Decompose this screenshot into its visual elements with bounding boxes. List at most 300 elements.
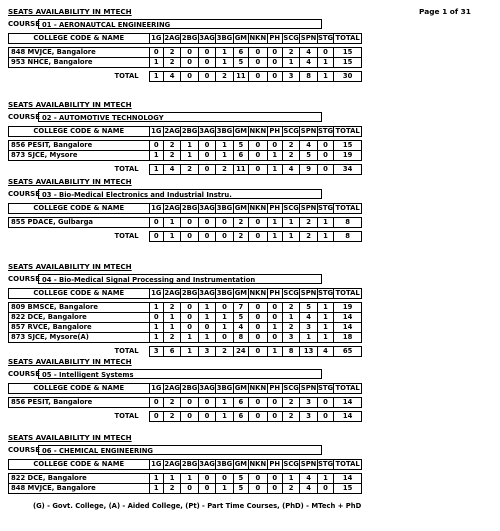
- seat-count-cell: 0: [216, 474, 233, 484]
- seats-table: [8, 126, 362, 175]
- table-row: [9, 333, 362, 343]
- seat-count-cell: 2: [300, 218, 317, 228]
- category-column-header: SCG: [283, 34, 299, 42]
- seat-count-cell: 0: [181, 303, 198, 313]
- seat-count-cell: 0: [317, 48, 333, 58]
- seat-count-cell: 0: [317, 141, 333, 151]
- seat-count-cell: 0: [249, 398, 267, 408]
- totals-row: [9, 412, 362, 422]
- seat-count-cell: 0: [198, 58, 215, 68]
- category-column-header: NKN: [249, 289, 267, 297]
- table-row: [9, 303, 362, 313]
- college-name-cell: 809 BMSCE, Bangalore: [9, 303, 150, 313]
- total-count-cell: 1: [149, 165, 163, 175]
- course-name: 06 - CHEMICAL ENGINEERING: [38, 445, 322, 455]
- seat-count-cell: 4: [300, 484, 317, 494]
- total-row-label: TOTAL: [114, 72, 139, 80]
- category-column-header: 2BG: [181, 460, 198, 468]
- seat-count-cell: 1: [317, 474, 333, 484]
- total-count-cell: 0: [216, 232, 233, 242]
- seat-count-cell: 2: [163, 303, 180, 313]
- category-column-header: 2BG: [181, 204, 198, 212]
- category-column-header: 1G: [149, 127, 163, 137]
- seat-count-cell: 4: [300, 141, 317, 151]
- total-count-cell: 0: [181, 412, 198, 422]
- seat-count-cell: 1: [163, 474, 180, 484]
- category-column-header: 1G: [149, 289, 163, 299]
- seat-count-cell: 4: [300, 58, 317, 68]
- totals-row: [9, 72, 362, 82]
- total-count-cell: 0: [249, 165, 267, 175]
- seat-count-cell: 2: [163, 58, 180, 68]
- course-row: [8, 273, 490, 285]
- total-count-cell: 0: [198, 412, 215, 422]
- seat-count-cell: 1: [317, 313, 333, 323]
- seat-count-cell: 1: [181, 141, 198, 151]
- seat-count-cell: 1: [282, 58, 299, 68]
- table-row: [9, 141, 362, 151]
- seat-count-cell: 0: [216, 218, 233, 228]
- seat-count-cell: 0: [216, 333, 233, 343]
- total-count-cell: 8: [282, 347, 299, 357]
- category-column-header: 1G: [149, 204, 163, 214]
- total-count-cell: 6: [163, 347, 180, 357]
- total-count-cell: 1: [216, 412, 233, 422]
- seat-count-cell: 1: [216, 484, 233, 494]
- seat-count-cell: 2: [282, 484, 299, 494]
- college-name-cell: 953 NHCE, Bangalore: [9, 58, 150, 68]
- seat-count-cell: 5: [233, 58, 248, 68]
- total-column-header: TOTAL: [335, 204, 360, 212]
- seat-count-cell: 1: [163, 218, 180, 228]
- seat-count-cell: 0: [249, 58, 267, 68]
- college-column-header: COLLEGE CODE & NAME: [9, 34, 150, 44]
- course-section: [8, 262, 490, 357]
- seat-count-cell: 2: [282, 141, 299, 151]
- total-count-cell: 3: [282, 72, 299, 82]
- total-column-header: TOTAL: [335, 34, 360, 42]
- total-count-cell: 1: [317, 72, 333, 82]
- table-row: [9, 323, 362, 333]
- row-total-cell: 18: [334, 333, 362, 343]
- table-header-row: [9, 34, 362, 44]
- course-name: 04 - Bio-Medical Signal Processing and Instrumentation: [38, 274, 322, 284]
- category-column-header: 2AG: [164, 384, 180, 392]
- category-column-header: GM: [234, 460, 248, 468]
- seat-count-cell: 5: [233, 141, 248, 151]
- seat-count-cell: 1: [149, 58, 163, 68]
- total-row-label: TOTAL: [114, 165, 139, 173]
- category-column-header: SPN: [300, 204, 317, 212]
- seat-count-cell: 1: [216, 58, 233, 68]
- row-total-cell: 15: [334, 141, 362, 151]
- total-count-cell: 0: [249, 347, 267, 357]
- college-name-cell: 848 MVJCE, Bangalore: [9, 48, 150, 58]
- category-column-header: STG: [317, 127, 334, 135]
- college-column-header: COLLEGE CODE & NAME: [9, 384, 150, 394]
- seat-count-cell: 1: [163, 323, 180, 333]
- total-count-cell: 2: [282, 412, 299, 422]
- row-total-cell: 19: [334, 303, 362, 313]
- seat-count-cell: 7: [233, 303, 248, 313]
- college-name-cell: 856 PESIT, Bangalore: [9, 141, 150, 151]
- course-section: [8, 100, 490, 175]
- total-count-cell: 0: [181, 232, 198, 242]
- category-column-header: SPN: [300, 460, 317, 468]
- total-count-cell: 11: [233, 165, 248, 175]
- seat-count-cell: 2: [282, 151, 299, 161]
- college-column-header: COLLEGE CODE & NAME: [9, 127, 150, 137]
- seat-count-cell: 0: [198, 151, 215, 161]
- course-row: [8, 111, 490, 123]
- seat-count-cell: 0: [249, 323, 267, 333]
- table-row: [9, 218, 362, 228]
- seat-count-cell: 0: [181, 484, 198, 494]
- category-column-header: 2AG: [164, 460, 180, 468]
- seat-count-cell: 1: [198, 333, 215, 343]
- course-section: [8, 357, 490, 422]
- seat-count-cell: 2: [282, 398, 299, 408]
- table-header-row: [9, 460, 362, 470]
- seat-count-cell: 2: [163, 484, 180, 494]
- seat-count-cell: 1: [317, 323, 333, 333]
- course-label: COURSE: [8, 275, 40, 283]
- category-column-header: 2BG: [181, 384, 198, 392]
- seat-count-cell: 0: [317, 151, 333, 161]
- seat-count-cell: 0: [198, 484, 215, 494]
- total-count-cell: 3: [198, 347, 215, 357]
- grand-total-cell: 14: [334, 412, 362, 422]
- table-row: [9, 484, 362, 494]
- seat-count-cell: 0: [181, 323, 198, 333]
- table-header-row: [9, 289, 362, 299]
- total-count-cell: 0: [149, 412, 163, 422]
- category-column-header: 2AG: [164, 204, 180, 212]
- category-column-header: SCG: [283, 289, 299, 297]
- college-name-cell: 848 MVJCE, Bangalore: [9, 484, 150, 494]
- category-column-header: 3AG: [199, 34, 215, 42]
- seat-count-cell: 2: [233, 218, 248, 228]
- seat-count-cell: 1: [198, 303, 215, 313]
- seat-count-cell: 3: [282, 333, 299, 343]
- table-row: [9, 48, 362, 58]
- category-column-header: GM: [234, 34, 248, 42]
- seat-count-cell: 5: [233, 313, 248, 323]
- row-total-cell: 15: [334, 58, 362, 68]
- total-count-cell: 4: [163, 72, 180, 82]
- category-column-header: SPN: [300, 34, 317, 42]
- course-name: 05 - Intelligent Systems: [38, 369, 322, 379]
- category-column-header: 1G: [149, 34, 163, 44]
- category-column-header: STG: [317, 384, 334, 392]
- college-name-cell: 822 DCE, Bangalore: [9, 313, 150, 323]
- seat-count-cell: 2: [282, 48, 299, 58]
- seat-count-cell: 1: [216, 151, 233, 161]
- seat-count-cell: 1: [181, 151, 198, 161]
- category-column-header: 2BG: [181, 34, 198, 42]
- seat-count-cell: 5: [233, 474, 248, 484]
- course-label: COURSE: [8, 446, 40, 454]
- seats-table: [8, 459, 362, 494]
- row-total-cell: 15: [334, 48, 362, 58]
- category-column-header: PH: [267, 289, 282, 299]
- college-name-cell: 856 PESIT, Bangalore: [9, 398, 150, 408]
- seat-count-cell: 0: [181, 48, 198, 58]
- category-column-header: SPN: [300, 127, 317, 135]
- section-title: SEATS AVAILABILITY IN MTECH: [8, 357, 132, 366]
- grand-total-cell: 34: [334, 165, 362, 175]
- total-count-cell: 0: [249, 232, 267, 242]
- seat-count-cell: 0: [317, 484, 333, 494]
- course-name: 02 - AUTOMOTIVE TECHNOLOGY: [38, 112, 322, 122]
- category-column-header: PH: [267, 460, 282, 470]
- total-count-cell: 0: [267, 412, 282, 422]
- category-column-header: 2BG: [181, 127, 198, 135]
- category-column-header: 3BG: [216, 460, 233, 468]
- total-count-cell: 24: [233, 347, 248, 357]
- seat-count-cell: 0: [198, 398, 215, 408]
- seat-count-cell: 0: [317, 398, 333, 408]
- seat-count-cell: 2: [163, 333, 180, 343]
- category-column-header: SCG: [283, 384, 299, 392]
- category-column-header: GM: [234, 289, 248, 297]
- category-column-header: GM: [234, 384, 248, 392]
- total-count-cell: 2: [163, 412, 180, 422]
- seats-table: [8, 383, 362, 422]
- seat-count-cell: 0: [249, 151, 267, 161]
- table-row: [9, 58, 362, 68]
- seat-count-cell: 0: [249, 333, 267, 343]
- total-count-cell: 1: [267, 347, 282, 357]
- section-title: SEATS AVAILABILITY IN MTECH: [8, 7, 132, 16]
- total-column-header: TOTAL: [335, 384, 360, 392]
- category-column-header: 1G: [149, 460, 163, 470]
- seat-count-cell: 5: [233, 484, 248, 494]
- category-column-header: SCG: [283, 460, 299, 468]
- course-row: [8, 368, 490, 380]
- total-count-cell: 8: [300, 72, 317, 82]
- category-column-header: PH: [267, 127, 282, 137]
- total-column-header: TOTAL: [335, 289, 360, 297]
- seat-count-cell: 0: [267, 58, 282, 68]
- total-count-cell: 2: [233, 232, 248, 242]
- category-column-header: 2AG: [164, 289, 180, 297]
- row-total-cell: 8: [334, 218, 362, 228]
- total-row-label: TOTAL: [114, 232, 139, 240]
- course-label: COURSE: [8, 113, 40, 121]
- seat-count-cell: 1: [163, 313, 180, 323]
- total-count-cell: 0: [198, 232, 215, 242]
- seat-count-cell: 0: [198, 474, 215, 484]
- seat-count-cell: 1: [149, 333, 163, 343]
- category-column-header: 2AG: [164, 127, 180, 135]
- seat-count-cell: 1: [282, 474, 299, 484]
- seat-count-cell: 4: [300, 474, 317, 484]
- seat-count-cell: 2: [282, 303, 299, 313]
- college-name-cell: 855 PDACE, Gulbarga: [9, 218, 150, 228]
- college-name-cell: 822 DCE, Bangalore: [9, 474, 150, 484]
- total-count-cell: 3: [149, 347, 163, 357]
- college-column-header: COLLEGE CODE & NAME: [9, 204, 150, 214]
- seat-count-cell: 1: [216, 313, 233, 323]
- seat-count-cell: 0: [267, 141, 282, 151]
- total-count-cell: 13: [300, 347, 317, 357]
- seat-count-cell: 0: [198, 323, 215, 333]
- table-row: [9, 398, 362, 408]
- seat-count-cell: 1: [149, 474, 163, 484]
- seat-count-cell: 3: [300, 398, 317, 408]
- category-column-header: 3AG: [199, 289, 215, 297]
- category-column-header: SPN: [300, 289, 317, 297]
- total-count-cell: 2: [181, 165, 198, 175]
- seat-count-cell: 0: [267, 48, 282, 58]
- seat-count-cell: 1: [317, 333, 333, 343]
- seat-count-cell: 0: [149, 398, 163, 408]
- total-count-cell: 3: [300, 412, 317, 422]
- category-column-header: STG: [317, 460, 334, 468]
- row-total-cell: 15: [334, 484, 362, 494]
- category-column-header: 3BG: [216, 384, 233, 392]
- seat-count-cell: 1: [149, 323, 163, 333]
- seat-count-cell: 0: [181, 58, 198, 68]
- total-count-cell: 0: [317, 165, 333, 175]
- category-column-header: 3AG: [199, 127, 215, 135]
- seat-count-cell: 1: [300, 333, 317, 343]
- category-column-header: 3AG: [199, 204, 215, 212]
- total-count-cell: 1: [282, 232, 299, 242]
- seat-count-cell: 3: [300, 323, 317, 333]
- college-name-cell: 873 SJCE, Mysore: [9, 151, 150, 161]
- seat-count-cell: 0: [267, 484, 282, 494]
- seats-table: [8, 33, 362, 82]
- total-column-header: TOTAL: [335, 460, 360, 468]
- seat-count-cell: 0: [181, 313, 198, 323]
- course-label: COURSE: [8, 20, 40, 28]
- course-section: [8, 433, 490, 494]
- seats-table: [8, 203, 362, 242]
- total-count-cell: 1: [267, 232, 282, 242]
- total-count-cell: 2: [300, 232, 317, 242]
- seat-count-cell: 0: [249, 141, 267, 151]
- category-column-header: SPN: [300, 384, 317, 392]
- totals-row: [9, 165, 362, 175]
- seat-count-cell: 0: [198, 218, 215, 228]
- seat-count-cell: 0: [249, 474, 267, 484]
- seat-count-cell: 6: [233, 151, 248, 161]
- college-name-cell: 857 RVCE, Bangalore: [9, 323, 150, 333]
- total-count-cell: 0: [317, 412, 333, 422]
- total-count-cell: 9: [300, 165, 317, 175]
- seat-count-cell: 5: [300, 303, 317, 313]
- seat-count-cell: 0: [181, 218, 198, 228]
- seat-count-cell: 1: [216, 48, 233, 58]
- seat-count-cell: 1: [216, 323, 233, 333]
- category-column-header: NKN: [249, 460, 267, 468]
- seat-count-cell: 6: [233, 398, 248, 408]
- total-count-cell: 2: [216, 165, 233, 175]
- table-header-row: [9, 127, 362, 137]
- category-column-header: 3BG: [216, 289, 233, 297]
- category-column-header: NKN: [249, 127, 267, 135]
- category-column-header: GM: [234, 127, 248, 135]
- grand-total-cell: 65: [334, 347, 362, 357]
- category-column-header: SCG: [283, 127, 299, 135]
- category-column-header: STG: [317, 204, 334, 212]
- seat-count-cell: 2: [163, 141, 180, 151]
- seat-count-cell: 1: [267, 151, 282, 161]
- seat-count-cell: 6: [233, 48, 248, 58]
- total-count-cell: 1: [317, 232, 333, 242]
- seat-count-cell: 1: [198, 313, 215, 323]
- seats-table: [8, 288, 362, 357]
- category-column-header: PH: [267, 204, 282, 214]
- seat-count-cell: 1: [267, 218, 282, 228]
- course-label: COURSE: [8, 190, 40, 198]
- total-count-cell: 0: [249, 72, 267, 82]
- seat-count-cell: 0: [216, 303, 233, 313]
- seat-count-cell: 0: [249, 484, 267, 494]
- total-count-cell: 1: [149, 72, 163, 82]
- total-column-header: TOTAL: [335, 127, 360, 135]
- seat-count-cell: 0: [249, 313, 267, 323]
- category-column-header: NKN: [249, 384, 267, 392]
- seat-count-cell: 2: [163, 398, 180, 408]
- section-title: SEATS AVAILABILITY IN MTECH: [8, 177, 132, 186]
- total-count-cell: 6: [233, 412, 248, 422]
- total-count-cell: 1: [181, 347, 198, 357]
- totals-row: [9, 232, 362, 242]
- seat-count-cell: 0: [249, 218, 267, 228]
- seat-count-cell: 1: [317, 218, 333, 228]
- category-column-header: 3BG: [216, 204, 233, 212]
- total-count-cell: 0: [267, 72, 282, 82]
- total-count-cell: 1: [163, 232, 180, 242]
- seat-count-cell: 0: [267, 398, 282, 408]
- seat-count-cell: 1: [317, 303, 333, 313]
- seat-count-cell: 0: [149, 313, 163, 323]
- row-total-cell: 14: [334, 398, 362, 408]
- total-count-cell: 0: [249, 412, 267, 422]
- category-column-header: 3BG: [216, 34, 233, 42]
- seat-count-cell: 5: [300, 151, 317, 161]
- total-row-label: TOTAL: [114, 412, 139, 420]
- seat-count-cell: 4: [233, 323, 248, 333]
- category-column-header: 3AG: [199, 384, 215, 392]
- seat-count-cell: 0: [181, 398, 198, 408]
- category-column-header: STG: [317, 289, 334, 297]
- category-column-header: PH: [267, 34, 282, 44]
- section-title: SEATS AVAILABILITY IN MTECH: [8, 433, 132, 442]
- seat-count-cell: 1: [282, 218, 299, 228]
- category-column-header: GM: [234, 204, 248, 212]
- seat-count-cell: 1: [317, 58, 333, 68]
- row-total-cell: 19: [334, 151, 362, 161]
- seat-count-cell: 0: [198, 48, 215, 58]
- course-name: 01 - AERONAUTCAL ENGINEERING: [38, 19, 322, 29]
- total-count-cell: 0: [198, 72, 215, 82]
- table-row: [9, 474, 362, 484]
- page-number: Page 1 of 31: [419, 7, 471, 16]
- seat-count-cell: 1: [149, 151, 163, 161]
- grand-total-cell: 30: [334, 72, 362, 82]
- college-name-cell: 873 SJCE, Mysore(A): [9, 333, 150, 343]
- seat-count-cell: 1: [267, 323, 282, 333]
- seat-count-cell: 1: [149, 303, 163, 313]
- category-column-header: 2BG: [181, 289, 198, 297]
- total-count-cell: 0: [181, 72, 198, 82]
- category-column-header: 3BG: [216, 127, 233, 135]
- total-count-cell: 2: [216, 347, 233, 357]
